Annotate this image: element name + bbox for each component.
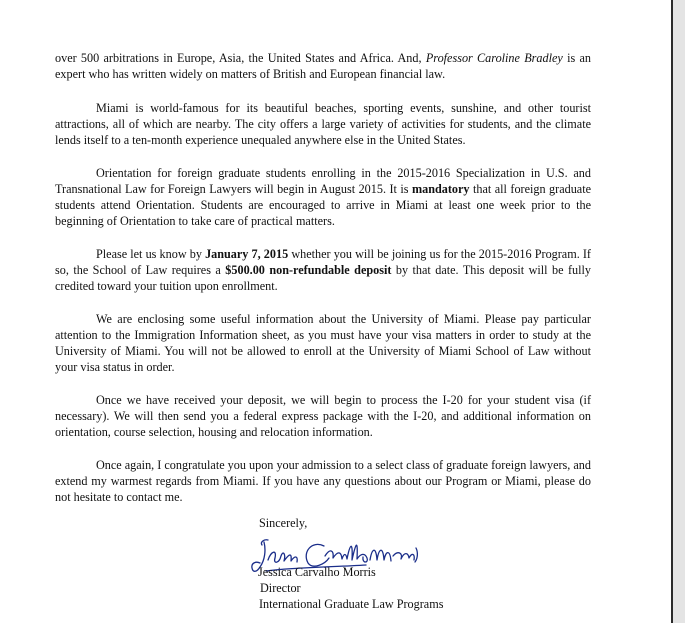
deposit-amount: $500.00 non-refundable deposit: [225, 263, 392, 277]
viewer-edge: [671, 0, 685, 623]
paragraph-orientation: [55, 165, 591, 229]
paragraph-deposit-text-2: whether you will be joining us for the 2015-2016 Program. If so, the School of Law requires a: [55, 247, 591, 277]
professor-name: Professor Caroline Bradley: [425, 51, 563, 65]
paragraph-deposit-text-3: by that date. This deposit will be fully credited toward your tuition upon enrollment.: [55, 263, 591, 293]
paragraph-orientation-text-2: that all foreign graduate students attend Orientation. Students are encouraged to arrive in Miami at least one week prior to the beginning of Orientation to take care of practical matters.: [55, 182, 591, 228]
deadline-date: January 7, 2015: [205, 247, 289, 261]
paragraph-i20: Once we have received your deposit, we will begin to process the I-20 for your student visa (if necessary). We will then send you a federal express package with the I-20, and additional information on orientation, course selection, housing and relocation information.: [55, 393, 591, 439]
paragraph-deposit: [55, 246, 591, 294]
letter-body: [55, 50, 591, 505]
paragraph-orientation-text-1: Orientation for foreign graduate students enrolling in the 2015-2016 Specialization in U.S. and Transnational Law for Foreign Lawyers will begin in August 2015. It is: [55, 166, 591, 196]
paragraph-congratulations: Once again, I congratulate you upon your admission to a select class of graduate foreign lawyers, and extend my warmest regards from Miami. If you have any questions about our Program or Miami, please do not hesitate to contact me.: [55, 458, 591, 504]
mandatory-emphasis: mandatory: [411, 182, 470, 196]
paragraph-miami: Miami is world-famous for its beautiful beaches, sporting events, sunshine, and other tourist attractions, all of which are nearby. The city offers a large variety of activities for students, and the climate lends itself to a ten-month experience unequaled anywhere else in the United States.: [55, 101, 591, 147]
signer-title: Director: [260, 581, 301, 595]
signer-block: [258, 564, 443, 612]
paragraph-enclosures: We are enclosing some useful information about the University of Miami. Please pay particular attention to the Immigration Information sheet, as you must have your visa matters in order to study at the University of Miami. You will not be allowed to enroll at the University of Miami School of Law without your visa status in order.: [55, 312, 591, 374]
signer-name: Jessica Carvalho Morris: [258, 565, 376, 579]
paragraph-faculty: [55, 50, 591, 82]
paragraph-faculty-text-1: over 500 arbitrations in Europe, Asia, the United States and Africa. And,: [55, 51, 426, 65]
paragraph-faculty-text-2: is an expert who has written widely on matters of British and European financial law.: [55, 51, 591, 81]
signer-department: International Graduate Law Programs: [259, 597, 444, 611]
closing-salutation: Sincerely,: [259, 516, 308, 530]
paragraph-deposit-text-1: Please let us know by: [96, 247, 206, 261]
